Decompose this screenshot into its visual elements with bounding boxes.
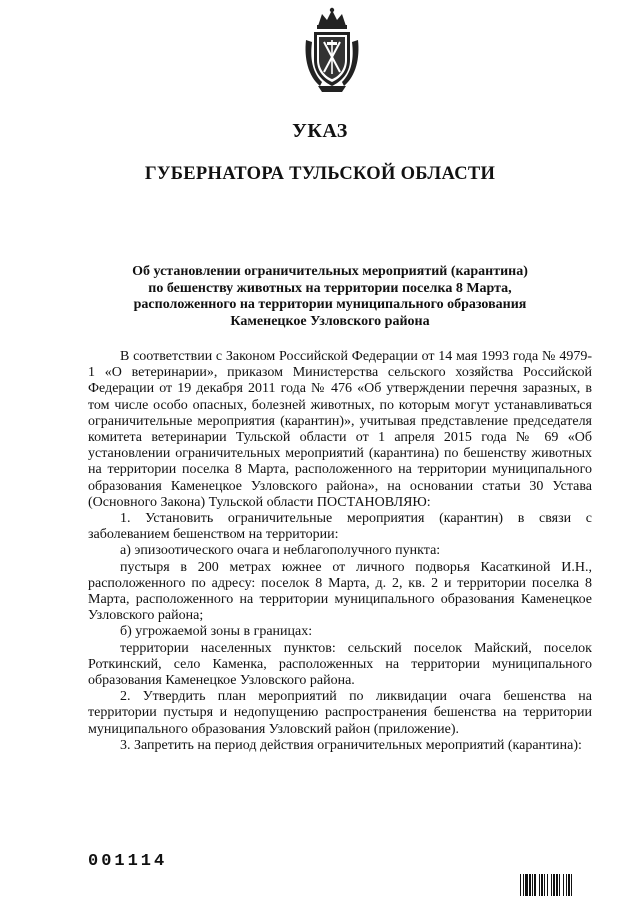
item-1b-paragraph: б) угрожаемой зоны в границах: — [120, 624, 313, 640]
item-1a-detail-paragraph: пустыря в 200 метрах южнее от личного подворья Касаткиной И.Н., расположенного по адресу: поселок 8 Марта, д. 2, кв. 2 и территории поселка 8 Марта, расположенного на территории муниципального образования Каменецкое Узловского района; — [88, 559, 592, 624]
heading-line: Об установлении ограничительных мероприятий (карантина) — [132, 264, 528, 279]
document-heading — [80, 264, 580, 330]
item-2-paragraph: 2. Утвердить план мероприятий по ликвидации очага бешенства на территории пустыря и недопущению распространения бешенства на территории муниципального образования Узловский район (приложение). — [88, 689, 592, 737]
item-1a-paragraph: а) эпизоотического очага и неблагополучного пункта: — [120, 543, 441, 559]
preamble-paragraph: В соответствии с Законом Российской Федерации от 14 мая 1993 года № 4979-1 «О ветеринарии», приказом Министерства сельского хозяйства Российской Федерации от 19 декабря 2011 года № 476 «Об утверждении перечня заразных, в том числе особо опасных, болезней животных, по которым могут устанавливаться ограничительные мероприятия (карантин)», учитывая представление председателя комитета ветеринарии Тульской области от 1 апреля 2015 года № 69 «Об установлении ограничительных мероприятий (карантина) по бешенству животных на территории поселка 8 Марта, расположенного на территории муниципального образования Каменецкое Узловского района», на основании статьи 30 Устава (Основного Закона) Тульской области ПОСТАНОВЛЯЮ: — [88, 349, 592, 510]
heading-line: расположенного на территории муниципального образования — [133, 297, 527, 312]
item-1-paragraph: 1. Установить ограничительные мероприятия (карантин) в связи с заболеванием бешенством на территории: — [88, 511, 592, 543]
document-title: УКАЗ — [292, 120, 348, 142]
document-body — [88, 349, 592, 754]
tula-oblast-coat-of-arms-icon — [300, 6, 364, 94]
heading-line: Каменецкое Узловского района — [230, 313, 430, 329]
barcode-icon — [520, 874, 608, 896]
heading-line: по бешенству животных на территории поселка 8 Марта, — [148, 280, 512, 296]
document-serial-number: 001114 — [88, 852, 168, 871]
item-1b-detail-paragraph: территории населенных пунктов: сельский поселок Майский, поселок Роткинский, село Каменка, расположенных на территории муниципального образования Каменецкое Узловского района. — [88, 640, 592, 689]
document-issuer: ГУБЕРНАТОРА ТУЛЬСКОЙ ОБЛАСТИ — [144, 164, 496, 184]
item-3-paragraph: 3. Запретить на период действия ограничительных мероприятий (карантина): — [120, 737, 582, 753]
